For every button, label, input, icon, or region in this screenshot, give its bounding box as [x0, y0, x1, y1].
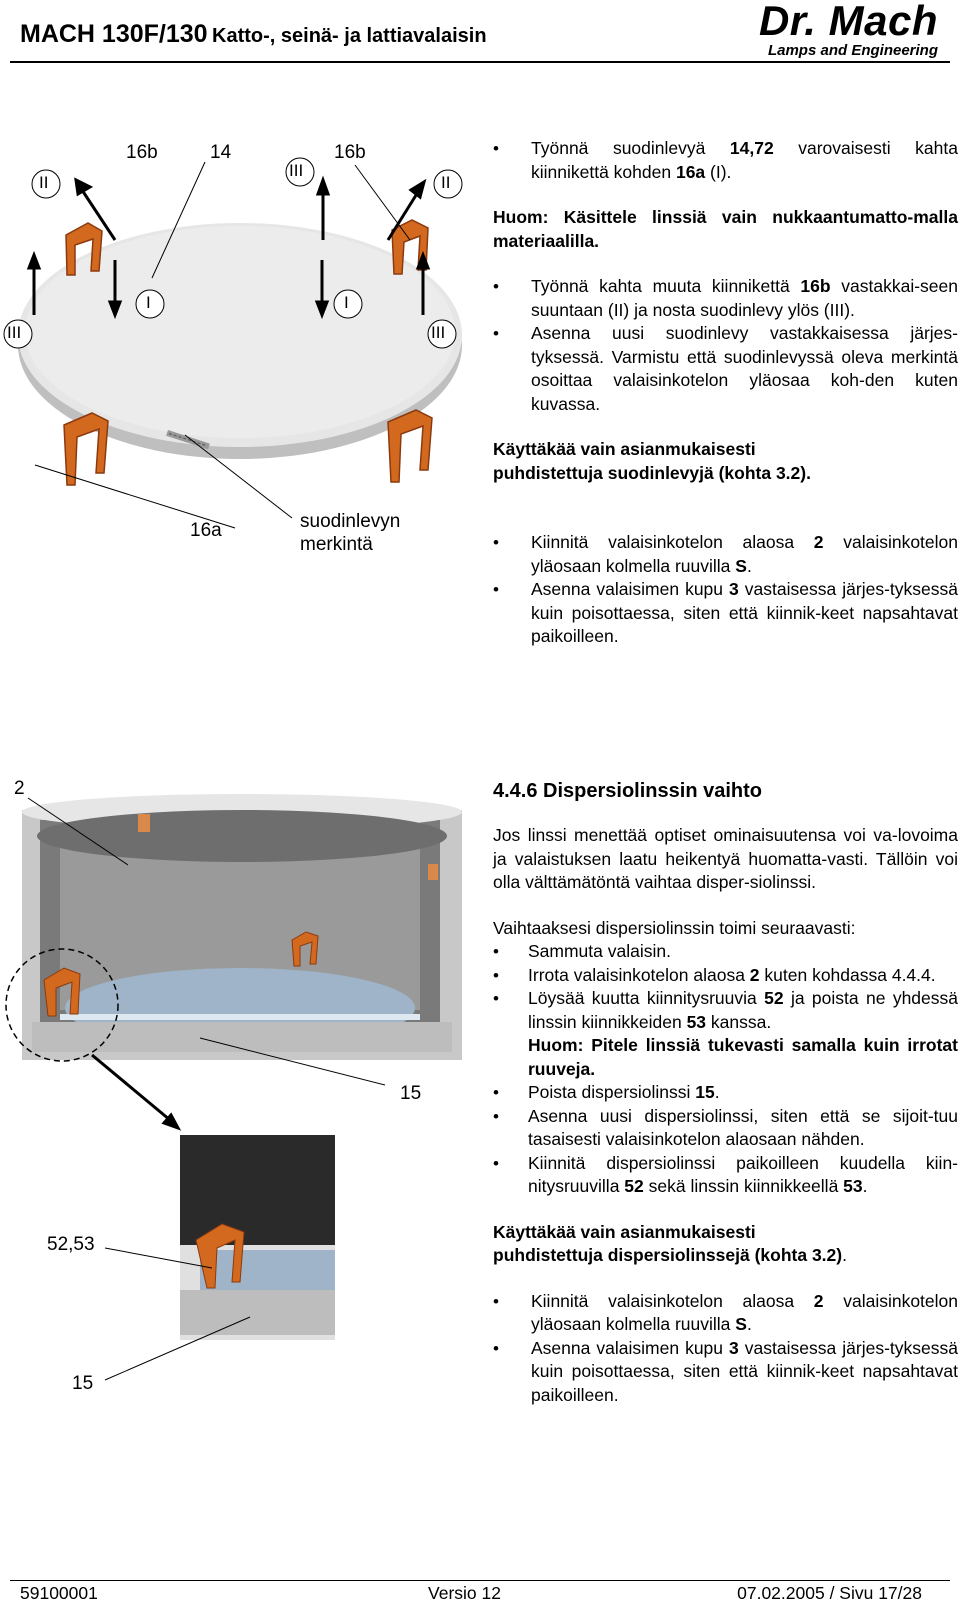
list-item: • Työnnä kahta muuta kiinnikettä 16b vastakkai-seen suuntaan (II) ja nosta suodinlevy ylös (III).: [493, 275, 958, 322]
section1-list-a: [493, 137, 958, 184]
section1-warning: [493, 438, 958, 485]
section1-list-b: [493, 275, 958, 416]
label-filter-marking: [300, 510, 400, 556]
step-note: Huom: Pitele linssiä tukevasti samalla kuin irrotat ruuveja.: [528, 1035, 958, 1079]
header-title: [20, 20, 487, 49]
label-52-53: 52,53: [47, 1234, 95, 1255]
filter-plate-diagram: [0, 100, 480, 600]
label-filter-marking-line1: suodinlevyn: [300, 511, 401, 532]
list-item: • Työnnä suodinlevyä 14,72 varovaisesti kahta kiinnikettä kohden 16a (I).: [493, 137, 958, 184]
label-15-mid: 15: [400, 1083, 422, 1104]
section1-list-c: [493, 531, 958, 649]
warning-line2: puhdistettuja suodinlevyjä (kohta 3.2).: [493, 462, 811, 483]
label-roman-I-center: I: [344, 293, 349, 312]
footer-doc-number: 59100001: [20, 1583, 98, 1603]
warning-line2: puhdistettuja dispersiolinssejä (kohta 3.2): [493, 1245, 843, 1265]
label-roman-II-right: II: [441, 173, 451, 192]
label-15-bottom: 15: [72, 1373, 94, 1394]
list-item: • Asenna uusi suodinlevy vastakkaisessa järjes-tyksessä. Varmistu että suodinlevyssä oleva merkintä osoittaa valaisinkotelon yläosaa koh-den kuten kuvassa.: [493, 322, 958, 416]
label-roman-II-left: II: [39, 173, 49, 192]
section2-warning: Käyttäkää vain asianmukaisesti puhdistettuja dispersiolinssejä (kohta 3.2).: [493, 1221, 958, 1268]
section2-intro: Jos linssi menettää optiset ominaisuutensa voi va-lovoima ja valaistuksen laatu heikentyä huomatta-vasti. Tällöin voi olla välttämätöntä vaihtaa disper-siolinssi.: [493, 825, 958, 892]
label-roman-III-left: III: [7, 323, 22, 342]
section1-note: Huom: Käsittele linssiä vain nukkaantumatto-malla materiaalilla.: [493, 207, 958, 251]
section2-text: [493, 778, 958, 1407]
footer-date-page: 07.02.2005 / Sivu 17/28: [737, 1583, 922, 1603]
list-item: • Kiinnitä valaisinkotelon alaosa 2 valaisinkotelon yläosaan kolmella ruuvilla S.: [493, 531, 958, 578]
list-item: • Löysää kuutta kiinnitysruuvia 52 ja poista ne yhdessä linssin kiinnikkeiden 53 kanssa. Huom: Pitele linssiä tukevasti samalla kuin irrotat ruuveja.: [493, 987, 958, 1081]
list-item: • Irrota valaisinkotelon alaosa 2 kuten kohdassa 4.4.4.: [493, 964, 958, 988]
label-2: 2: [14, 778, 25, 799]
steps-list: [493, 940, 958, 1199]
label-roman-III-right: III: [431, 323, 446, 342]
warning-line1: Käyttäkää vain asianmukaisesti: [493, 439, 756, 459]
list-item: • Kiinnitä valaisinkotelon alaosa 2 valaisinkotelon yläosaan kolmella ruuvilla S.: [493, 1290, 958, 1337]
footer-rule: [10, 1580, 950, 1581]
list-item: • Kiinnitä dispersiolinssi paikoilleen kuudella kiin-nitysruuvilla 52 sekä linssin kiinnikkeellä 53.: [493, 1152, 958, 1199]
brand-logo: [759, 0, 938, 60]
label-16b-right: 16b: [334, 142, 366, 163]
section2-list-b: [493, 1290, 958, 1408]
steps-intro: Vaihtaaksesi dispersiolinssin toimi seuraavasti:: [493, 917, 856, 938]
section1-text: [493, 137, 958, 649]
list-item: • Asenna uusi dispersiolinssi, siten että se sijoit-tuu tasaisesti valaisinkotelon alaosaan nähden.: [493, 1105, 958, 1152]
model-name: MACH 130F/130: [20, 20, 208, 48]
warning-line1: Käyttäkää vain asianmukaisesti: [493, 1221, 756, 1242]
label-roman-I-left: I: [146, 293, 151, 312]
label-14: 14: [210, 142, 232, 163]
footer-version: Versio 12: [428, 1583, 501, 1603]
list-item: • Asenna valaisimen kupu 3 vastaisessa järjes-tyksessä kuin poisottaessa, siten että kiinnik-keet napsahtavat paikoilleen.: [493, 578, 958, 649]
header-rule: [10, 61, 950, 63]
list-item: • Asenna valaisimen kupu 3 vastaisessa järjes-tyksessä kuin poisottaessa, siten että kiinnik-keet napsahtavat paikoilleen.: [493, 1337, 958, 1408]
section-heading: 4.4.6 Dispersiolinssin vaihto: [493, 780, 762, 802]
document-subtitle: Katto-, seinä- ja lattiavalaisin: [212, 25, 487, 47]
label-filter-marking-line2: merkintä: [300, 534, 373, 555]
brand-name: Dr. Mach: [758, 0, 938, 44]
label-16b-left: 16b: [126, 142, 158, 163]
label-roman-III-top: III: [289, 161, 304, 180]
brand-tagline: Lamps and Engineering: [767, 42, 938, 59]
list-item: • Sammuta valaisin.: [493, 940, 958, 964]
label-16a: 16a: [190, 520, 222, 541]
list-item: • Poista dispersiolinssi 15.: [493, 1081, 958, 1105]
